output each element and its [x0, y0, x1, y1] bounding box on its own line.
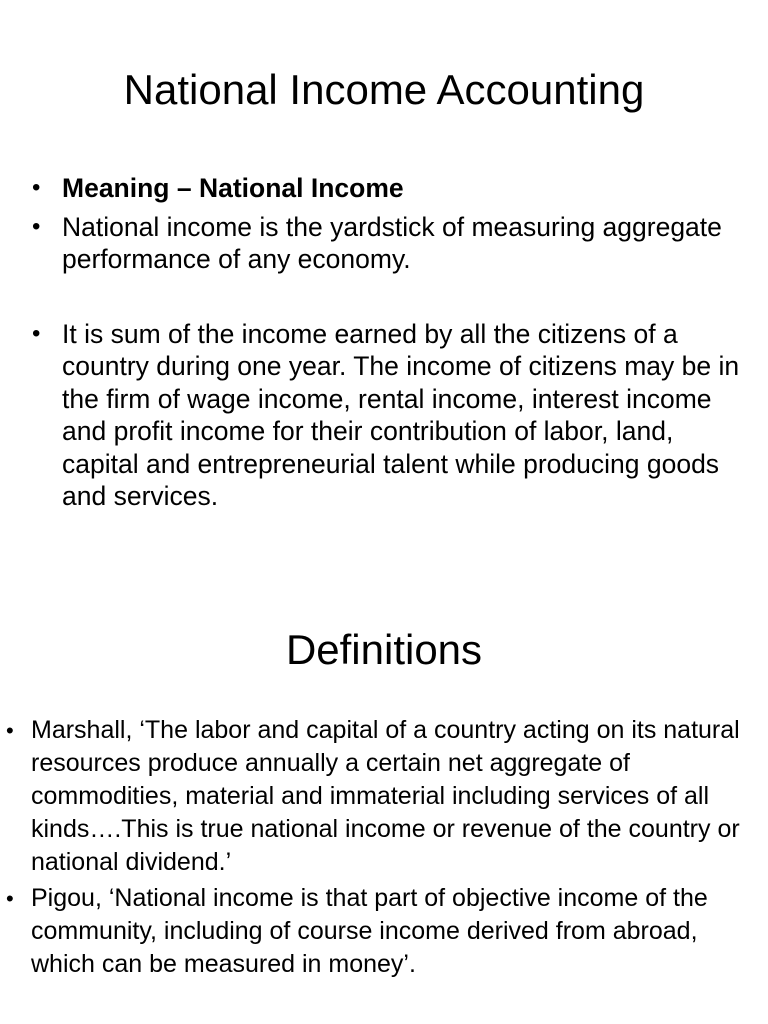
bullet-icon: •	[6, 718, 14, 743]
bullet-item	[30, 211, 740, 276]
slide-definitions	[0, 600, 768, 1024]
bullet-list	[30, 172, 740, 513]
bullet-text: National income is the yardstick of measuring aggregate performance of any economy.	[62, 211, 722, 274]
bullet-icon: •	[32, 212, 41, 240]
bullet-text: Marshall, ‘The labor and capital of a country acting on its natural resources produce annually a certain net aggregate of commodities, material and immaterial including services of all kinds….This is true national income or revenue of the country or national dividend.’	[31, 716, 740, 876]
bullet-icon: •	[6, 886, 14, 911]
bullet-item	[6, 714, 762, 879]
bullet-item	[6, 882, 762, 981]
bullet-text: Meaning – National Income	[62, 173, 404, 203]
bullet-text: It is sum of the income earned by all the citizens of a country during one year. The income of citizens may be in the firm of wage income, rental income, interest income and profit income for their contribution of labor, land, capital and entrepreneurial talent while producing goods and services.	[62, 318, 740, 511]
bullet-item	[30, 318, 740, 513]
bullet-list	[6, 714, 762, 981]
slide-title: National Income Accounting	[123, 66, 645, 113]
bullet-icon: •	[32, 319, 41, 347]
bullet-item	[30, 172, 740, 205]
bullet-text: Pigou, ‘National income is that part of objective income of the community, including of course income derived from abroad, which can be measured in money’.	[31, 884, 708, 978]
bullet-icon: •	[32, 174, 41, 201]
slide-title: Definitions	[285, 626, 483, 673]
